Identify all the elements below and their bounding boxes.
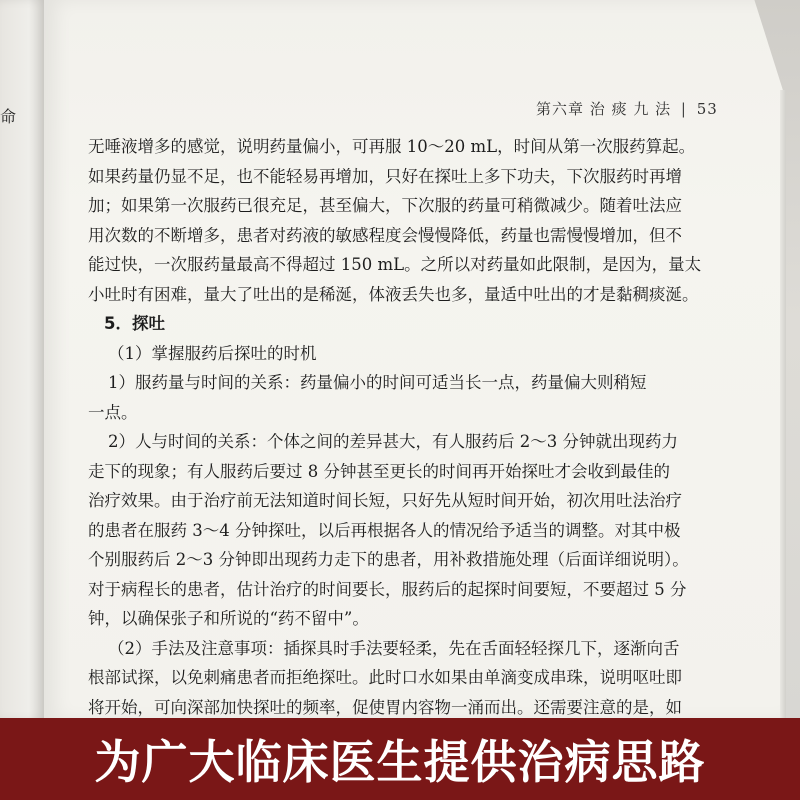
promo-banner-text: 为广大临床医生提供治病思路 <box>94 735 706 789</box>
promo-banner <box>0 718 800 800</box>
page-number: 53 <box>696 100 718 118</box>
chapter-label: 第六章 <box>536 100 585 118</box>
text-line: 一点。 <box>88 402 138 422</box>
text-line: 能过快，一次服药量最高不得超过 150 mL。之所以对药量如此限制，是因为，量太 <box>88 255 702 274</box>
text-line: 1）服药量与时间的关系：药量偏小的时间可适当长一点，药量偏大则稍短 <box>108 373 647 392</box>
chapter-title: 治 痰 九 法 <box>589 100 672 118</box>
text-line: 将开始，可向深部加快探吐的频率，促使胃内容物一涌而出。还需要注意的是，如 <box>88 697 682 717</box>
text-line: 2）人与时间的关系：个体之间的差异甚大，有人服药后 2～3 分钟就出现药力 <box>108 432 678 451</box>
text-line: 加；如果第一次服药已很充足，甚至偏大，下次服的药量可稍微减少。随着吐法应 <box>88 196 682 215</box>
page-stack-edge <box>780 90 786 720</box>
text-line: 用次数的不断增多，患者对药液的敏感程度会慢慢降低，药量也需慢慢增加，但不 <box>88 225 682 245</box>
header-separator: | <box>680 100 687 118</box>
subsection-heading: （1）掌握服药后探吐的时机 <box>108 343 317 363</box>
body-text <box>88 132 728 722</box>
text-line: 走下的现象；有人服药后要过 8 分钟甚至更长的时间再开始探吐才会收到最佳的 <box>88 461 670 481</box>
left-page <box>0 0 48 720</box>
text-line: 小吐时有困难，量大了吐出的是稀涎，体液丢失也多，量适中吐出的才是黏稠痰涎。 <box>88 284 699 304</box>
text-line: 根部试探，以免刺痛患者而拒绝探吐。此时口水如果由单滴变成串珠，说明呕吐即 <box>88 668 682 687</box>
text-line: 个别服药后 2～3 分钟即出现药力走下的患者，用补救措施处理（后面详细说明）。 <box>88 550 689 569</box>
text-line: （2）手法及注意事项：插探具时手法要轻柔，先在舌面轻轻探几下，逐渐向舌 <box>108 638 680 658</box>
text-line: 如果药量仍显不足，也不能轻易再增加，只好在探吐上多下功夫，下次服药时再增 <box>88 166 682 186</box>
section-heading: 5．探吐 <box>104 314 165 333</box>
text-line: 治疗效果。由于治疗前无法知道时间长短，只好先从短时间开始，初次用吐法治疗 <box>88 491 682 510</box>
left-page-text-fragment: 命 <box>0 107 17 126</box>
text-line: 对于病程长的患者，估计治疗的时间要长，服药后的起探时间要短，不要超过 5 分 <box>88 579 687 599</box>
text-line: 钟，以确保张子和所说的“药不留中”。 <box>88 609 369 628</box>
text-line: 无唾液增多的感觉，说明药量偏小，可再服 10～20 mL，时间从第一次服药算起。 <box>88 137 696 156</box>
text-line: 的患者在服药 3～4 分钟探吐，以后再根据各人的情况给予适当的调整。对其中极 <box>88 520 681 540</box>
running-header <box>536 98 736 119</box>
